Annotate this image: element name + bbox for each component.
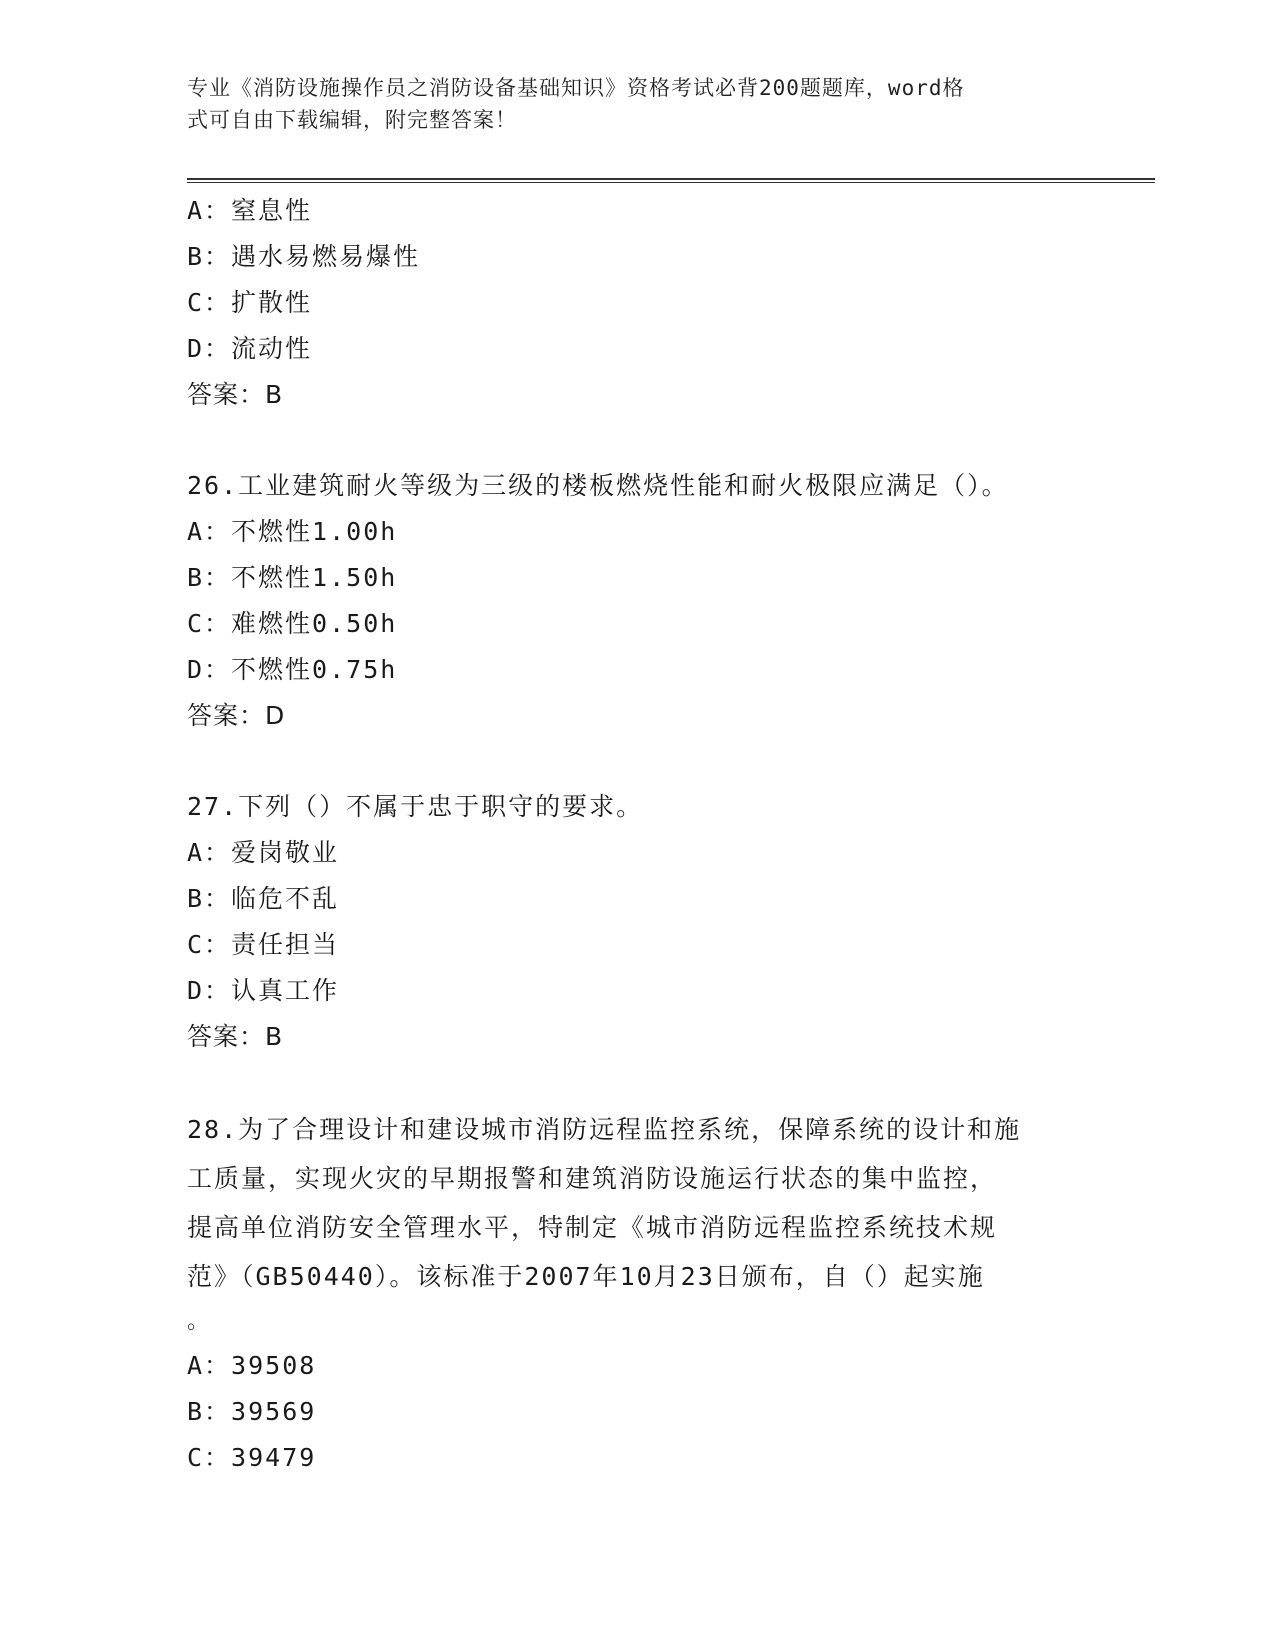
- document-header: [187, 72, 1087, 136]
- option-b: B：遇水易燃易爆性: [187, 242, 421, 271]
- header-line-2: 式可自由下载编辑，附完整答案！: [187, 108, 517, 132]
- answer-line: 答案：B: [187, 380, 284, 409]
- stem-line-4: 范》（GB50440）。该标准于2007年10月23日颁布，自（）起实施: [187, 1262, 985, 1291]
- option-b: B：临危不乱: [187, 884, 340, 913]
- question-stem: 27.下列（）不属于忠于职守的要求。: [187, 792, 644, 821]
- option-a: A：窒息性: [187, 196, 313, 225]
- header-divider-thick: [187, 178, 1155, 180]
- stem-line-1: 28.为了合理设计和建设城市消防远程监控系统，保障系统的设计和施: [187, 1115, 1022, 1144]
- stem-line-3: 提高单位消防安全管理水平，特制定《城市消防远程监控系统技术规: [187, 1213, 998, 1242]
- option-d: D：流动性: [187, 334, 313, 363]
- stem-line-5: 。: [187, 1309, 212, 1334]
- answer-line: 答案：B: [187, 1022, 284, 1051]
- question-26: [187, 463, 1087, 739]
- question-27: [187, 784, 1087, 1060]
- option-c: C：39479: [187, 1443, 317, 1472]
- question-25-continued: [187, 188, 1087, 418]
- option-c: C：难燃性0.50h: [187, 609, 398, 638]
- option-c: C：扩散性: [187, 288, 313, 317]
- option-a: A：39508: [187, 1351, 317, 1380]
- option-c: C：责任担当: [187, 930, 340, 959]
- stem-line-2: 工质量，实现火灾的早期报警和建筑消防设施运行状态的集中监控，: [187, 1164, 998, 1193]
- option-b: B：不燃性1.50h: [187, 563, 398, 592]
- question-28: [187, 1105, 1087, 1481]
- header-divider-thin: [187, 182, 1155, 183]
- option-a: A：爱岗敬业: [187, 838, 340, 867]
- question-list: [187, 188, 1087, 1481]
- header-line-1: 专业《消防设施操作员之消防设备基础知识》资格考试必背200题题库，word格: [187, 76, 965, 100]
- option-d: D：认真工作: [187, 976, 340, 1005]
- answer-line: 答案：D: [187, 701, 286, 730]
- option-d: D：不燃性0.75h: [187, 655, 398, 684]
- question-stem: 26.工业建筑耐火等级为三级的楼板燃烧性能和耐火极限应满足（）。: [187, 471, 1009, 500]
- option-a: A：不燃性1.00h: [187, 517, 398, 546]
- option-b: B：39569: [187, 1397, 317, 1426]
- question-stem: [187, 1105, 1087, 1343]
